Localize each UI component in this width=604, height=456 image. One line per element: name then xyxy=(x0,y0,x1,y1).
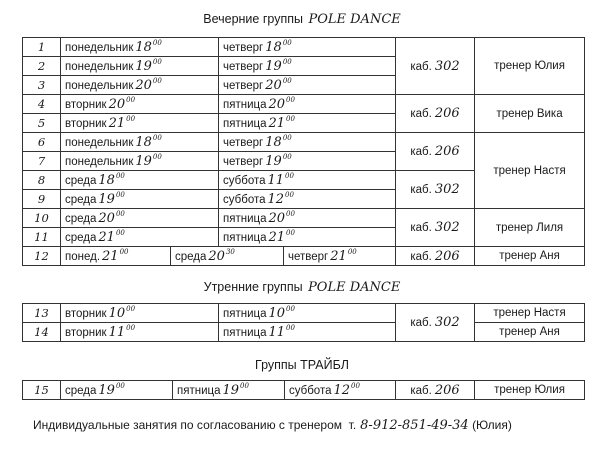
hour: 18 xyxy=(135,39,152,55)
schedule-row xyxy=(23,133,585,152)
room-label: каб. xyxy=(410,384,432,397)
group-number: 12 xyxy=(23,247,61,266)
day: понедельник xyxy=(65,136,134,149)
morning-title xyxy=(0,280,604,295)
day-time-1 xyxy=(61,57,219,76)
hour: 18 xyxy=(98,172,115,188)
hour: 11 xyxy=(268,324,286,340)
hour: 20 xyxy=(135,77,152,93)
hour: 12 xyxy=(267,191,285,207)
trainer-cell: тренер Вика xyxy=(475,95,585,133)
footer-note xyxy=(33,418,512,433)
day: пятница xyxy=(223,212,267,225)
hour: 11 xyxy=(108,324,126,340)
group-number: 4 xyxy=(23,95,61,114)
footer-text: Индивидуальные занятия по согласованию с тренером т. xyxy=(33,418,357,432)
day-time-1 xyxy=(61,323,219,342)
day-time-3 xyxy=(285,381,396,400)
day-time-2 xyxy=(219,133,396,152)
day: четверг xyxy=(223,136,264,149)
evening-title xyxy=(0,12,604,27)
evening-title-prefix: Вечерние группы xyxy=(203,12,303,26)
group-number: 13 xyxy=(23,304,61,323)
minutes: 00 xyxy=(126,95,136,104)
day-time-2 xyxy=(219,57,396,76)
hour: 21 xyxy=(98,229,115,245)
day: понедельник xyxy=(65,155,134,168)
group-number: 10 xyxy=(23,209,61,228)
room-label: каб. xyxy=(410,146,432,158)
minutes: 00 xyxy=(115,209,125,218)
hour: 19 xyxy=(135,58,152,74)
day-time-2 xyxy=(219,76,396,95)
minutes: 00 xyxy=(152,38,162,47)
hour: 19 xyxy=(265,153,282,169)
room-number: 302 xyxy=(434,315,460,330)
day: вторник xyxy=(65,307,107,320)
minutes: 00 xyxy=(152,76,162,85)
minutes: 00 xyxy=(286,304,295,313)
room-cell xyxy=(396,171,475,209)
day-time-2 xyxy=(219,190,396,209)
group-number: 6 xyxy=(23,133,61,152)
minutes: 00 xyxy=(126,114,136,123)
day-time-2 xyxy=(219,114,396,133)
room-cell xyxy=(396,381,475,400)
trainer-cell: тренер Аня xyxy=(475,247,585,266)
day-time-1 xyxy=(61,133,219,152)
day: суббота xyxy=(289,384,332,397)
day: понедельник xyxy=(65,41,134,54)
minutes: 00 xyxy=(286,228,295,237)
phone-owner: (Юлия) xyxy=(472,418,512,432)
day: четверг xyxy=(223,79,264,92)
room-label: каб. xyxy=(410,222,432,234)
day-time-1 xyxy=(61,95,219,114)
day-time-2 xyxy=(219,152,396,171)
day: четверг xyxy=(288,250,329,263)
day-time-2 xyxy=(219,171,396,190)
day: вторник xyxy=(65,98,107,111)
hour: 18 xyxy=(265,39,282,55)
hour: 21 xyxy=(268,229,286,245)
hour: 19 xyxy=(98,382,115,398)
room-cell xyxy=(396,304,475,342)
group-number: 15 xyxy=(23,381,61,400)
room-number: 206 xyxy=(434,382,460,398)
minutes: 00 xyxy=(115,190,125,199)
day-time-1 xyxy=(61,76,219,95)
day: среда xyxy=(65,174,97,187)
trainer-cell: тренер Юлия xyxy=(475,38,585,95)
minutes: 00 xyxy=(347,247,357,256)
schedule-row xyxy=(23,323,585,342)
trainer-cell: тренер Настя xyxy=(475,304,585,323)
day-time-1 xyxy=(61,190,219,209)
day: четверг xyxy=(223,41,264,54)
hour: 19 xyxy=(135,153,152,169)
hour: 11 xyxy=(267,172,285,188)
minutes: 00 xyxy=(282,133,292,142)
hour: 10 xyxy=(108,305,126,321)
minutes: 00 xyxy=(286,114,295,123)
minutes: 00 xyxy=(285,171,294,180)
room-number: 206 xyxy=(434,144,460,159)
hour: 18 xyxy=(135,134,152,150)
schedule-row xyxy=(23,209,585,228)
minutes: 00 xyxy=(282,57,292,66)
day-time-1 xyxy=(61,38,219,57)
hour: 18 xyxy=(265,134,282,150)
day: четверг xyxy=(223,155,264,168)
room-label: каб. xyxy=(410,184,432,196)
day-time-1 xyxy=(61,114,219,133)
group-number: 7 xyxy=(23,152,61,171)
morning-schedule-table xyxy=(22,303,585,342)
evening-title-brand: POLE DANCE xyxy=(308,12,401,27)
minutes: 00 xyxy=(115,228,125,237)
day: суббота xyxy=(223,193,266,206)
schedule-row xyxy=(23,38,585,57)
group-number: 8 xyxy=(23,171,61,190)
room-number: 206 xyxy=(434,248,460,264)
schedule-row xyxy=(23,247,585,266)
room-label: каб. xyxy=(410,108,432,120)
day-time-1 xyxy=(61,209,219,228)
day: пятница xyxy=(223,307,267,320)
minutes: 00 xyxy=(285,190,294,199)
minutes: 00 xyxy=(115,381,125,390)
room-cell xyxy=(396,38,475,95)
morning-title-brand: POLE DANCE xyxy=(308,280,401,295)
minutes: 00 xyxy=(152,57,162,66)
schedule-row xyxy=(23,95,585,114)
group-number: 3 xyxy=(23,76,61,95)
hour: 21 xyxy=(102,248,119,264)
minutes: 00 xyxy=(286,323,295,332)
trainer-cell: тренер Аня xyxy=(475,323,585,342)
room-label: каб. xyxy=(410,250,432,263)
day: среда xyxy=(65,231,97,244)
day-time-1 xyxy=(61,304,219,323)
day-time-3 xyxy=(284,247,396,266)
trainer-cell: тренер Лиля xyxy=(475,209,585,247)
room-number: 302 xyxy=(434,182,460,197)
minutes: 00 xyxy=(286,95,295,104)
day-time-1 xyxy=(61,247,171,266)
day: вторник xyxy=(65,117,107,130)
hour: 21 xyxy=(108,115,126,131)
group-number: 2 xyxy=(23,57,61,76)
day: среда xyxy=(65,193,97,206)
hour: 19 xyxy=(222,382,240,398)
day: пятница xyxy=(223,117,267,130)
day: среда xyxy=(175,250,207,263)
group-number: 11 xyxy=(23,228,61,247)
hour: 21 xyxy=(330,248,347,264)
room-cell xyxy=(396,95,475,133)
day: понедельник xyxy=(65,79,134,92)
minutes: 00 xyxy=(282,38,292,47)
day: среда xyxy=(65,384,97,397)
day-time-2 xyxy=(219,304,396,323)
minutes: 00 xyxy=(115,171,125,180)
day-time-2 xyxy=(219,209,396,228)
room-cell xyxy=(396,209,475,247)
trainer-cell: тренер Юлия xyxy=(475,381,585,400)
phone-number: 8-912-851-49-34 xyxy=(360,418,469,433)
room-number: 206 xyxy=(434,106,460,121)
day-time-2 xyxy=(171,247,284,266)
group-number: 14 xyxy=(23,323,61,342)
tribal-schedule-table xyxy=(22,380,585,400)
hour: 20 xyxy=(268,96,286,112)
day-time-2 xyxy=(173,381,285,400)
day-time-2 xyxy=(219,95,396,114)
room-cell xyxy=(396,133,475,171)
day: понед. xyxy=(65,250,101,263)
minutes: 30 xyxy=(225,247,235,256)
hour: 20 xyxy=(208,248,225,264)
day-time-1 xyxy=(61,171,219,190)
day: пятница xyxy=(223,326,267,339)
tribal-title: Группы ТРАЙБЛ xyxy=(255,358,349,372)
day: пятница xyxy=(223,231,267,244)
day-time-1 xyxy=(61,381,173,400)
day-time-2 xyxy=(219,228,396,247)
hour: 19 xyxy=(265,58,282,74)
day: суббота xyxy=(223,174,266,187)
trainer-cell: тренер Настя xyxy=(475,133,585,209)
hour: 19 xyxy=(98,191,115,207)
hour: 12 xyxy=(333,382,351,398)
hour: 20 xyxy=(108,96,126,112)
hour: 20 xyxy=(98,210,115,226)
group-number: 9 xyxy=(23,190,61,209)
evening-schedule-table xyxy=(22,37,585,266)
day: пятница xyxy=(223,98,267,111)
room-cell xyxy=(396,247,475,266)
day-time-1 xyxy=(61,152,219,171)
room-number: 302 xyxy=(434,220,460,235)
minutes: 00 xyxy=(282,152,292,161)
hour: 20 xyxy=(265,77,282,93)
minutes: 00 xyxy=(240,381,249,390)
room-number: 302 xyxy=(434,58,460,74)
minutes: 00 xyxy=(152,152,162,161)
day: вторник xyxy=(65,326,107,339)
day-time-2 xyxy=(219,38,396,57)
minutes: 00 xyxy=(119,247,129,256)
room-label: каб. xyxy=(410,60,432,73)
schedule-row xyxy=(23,304,585,323)
group-number: 5 xyxy=(23,114,61,133)
hour: 10 xyxy=(268,305,286,321)
group-number: 1 xyxy=(23,38,61,57)
day: пятница xyxy=(177,384,221,397)
minutes: 00 xyxy=(126,323,136,332)
minutes: 00 xyxy=(286,209,295,218)
morning-title-prefix: Утренние группы xyxy=(203,280,303,294)
minutes: 00 xyxy=(351,381,360,390)
minutes: 00 xyxy=(282,76,292,85)
schedule-row xyxy=(23,381,585,400)
minutes: 00 xyxy=(126,304,136,313)
minutes: 00 xyxy=(152,133,162,142)
day: четверг xyxy=(223,60,264,73)
hour: 20 xyxy=(268,210,286,226)
day: среда xyxy=(65,212,97,225)
hour: 21 xyxy=(268,115,286,131)
room-label: каб. xyxy=(410,317,432,329)
day-time-1 xyxy=(61,228,219,247)
day: понедельник xyxy=(65,60,134,73)
day-time-2 xyxy=(219,323,396,342)
